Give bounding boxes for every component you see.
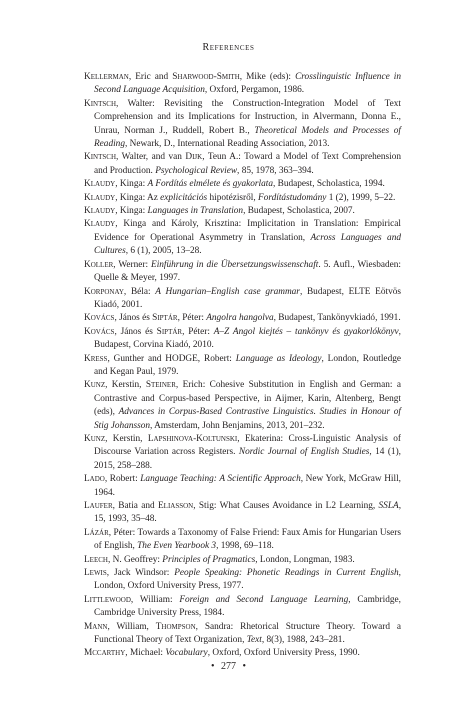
work-title: Nordic Journal of English Studies <box>238 447 370 458</box>
author-name: Steiner <box>145 380 176 391</box>
work-title: explicitációs <box>160 192 208 203</box>
work-title: A Fordítás elmélete és gyakorlata <box>147 179 273 190</box>
reference-entry <box>84 594 401 621</box>
work-title: Vocabulary <box>165 648 208 659</box>
citation-text: , Amsterdam, John Benjamins, 2013, 201–232. <box>150 420 325 431</box>
folio-bullet-right: • <box>242 661 247 672</box>
author-name: Laufer <box>84 501 113 511</box>
citation-text: hipotézisről, <box>207 192 259 203</box>
citation-text: , 85, 1978, 363–394. <box>237 165 314 176</box>
author-name: Littlewood <box>84 594 131 605</box>
citation-text: , Sandra: Rhetorical Structure Theory. Toward a Functional Theory of Text Organization, <box>94 621 401 646</box>
citation-text: , Walter, and van <box>116 152 186 163</box>
citation-text: , Budapest, Corvina Kiadó, 2010. <box>94 326 401 351</box>
citation-text: , Budapest, Scholastica, 2007. <box>243 206 355 217</box>
citation-text: , London, Oxford University Press, 1977. <box>94 568 401 592</box>
citation-text: , William: <box>130 594 180 605</box>
citation-text: , Cambridge, Cambridge University Press, 1984. <box>94 594 401 619</box>
citation-text: , Newark, D., International Reading Association, 2013. <box>124 139 330 150</box>
author-name: Kunz <box>84 433 106 444</box>
reference-entry <box>84 98 401 152</box>
citation-text: , William, <box>107 621 156 632</box>
reference-entry <box>84 259 401 286</box>
citation-text: , Péter: Towards a Taxonomy of False Friend: Faux Amis for Hungarian Users of English, <box>94 527 401 552</box>
citation-text: , Jack Windsor: <box>106 568 175 579</box>
citation-text: , Ekaterina: Cross-Linguistic Analysis of Discourse Variation across Registers. <box>94 433 401 458</box>
author-name: Lado <box>84 474 105 485</box>
citation-text: , Eric and <box>128 72 173 82</box>
author-name: Kintsch <box>84 98 116 109</box>
author-name: Kunz <box>84 380 106 391</box>
citation-text: , 14 (1), 2015, 258–288. <box>94 447 402 471</box>
citation-text: , Gunther and HODGE, Robert: <box>107 353 236 364</box>
citation-text: , Péter: <box>182 326 214 337</box>
citation-text: , N. Geoffrey: <box>107 554 163 565</box>
work-title: Language as Ideology <box>235 353 322 364</box>
reference-entry <box>84 312 401 325</box>
citation-text: , János és <box>114 313 153 324</box>
reference-entry <box>84 71 401 98</box>
work-title: Crosslinguistic Influence in Second Language Acquisition <box>94 72 401 96</box>
reference-entry <box>84 205 401 218</box>
work-title: Theoretical Models and Processes of Reading <box>94 125 401 150</box>
running-head: References <box>202 42 255 53</box>
page-number: 277 <box>221 661 236 672</box>
author-name: Klaudy <box>84 219 116 230</box>
author-name: Kintsch <box>84 152 116 163</box>
reference-entry <box>84 554 401 567</box>
work-title: Text <box>246 635 262 646</box>
work-title: Angolra hangolva <box>206 313 274 324</box>
reference-entry <box>84 473 401 500</box>
reference-list <box>84 71 401 661</box>
citation-text: , Robert: <box>104 474 141 485</box>
citation-text: , Stig: What Causes Avoidance in L2 Learning, <box>193 501 379 511</box>
author-name: Kovács <box>84 326 115 337</box>
author-name: Kellerman <box>84 72 129 82</box>
page-folio <box>0 661 457 672</box>
author-name: Siptár <box>152 313 178 324</box>
citation-text: 1 (2), 1999, 5–22. <box>326 192 396 203</box>
reference-entry <box>84 326 401 353</box>
citation-text: , Béla: <box>123 286 156 297</box>
citation-text: , New York, McGraw Hill, 1964. <box>94 474 402 498</box>
work-title: Foreign and Second Language Learning <box>179 594 349 605</box>
reference-entry <box>84 567 401 594</box>
reference-entry <box>84 500 401 527</box>
reference-entry <box>84 621 401 648</box>
citation-text: , 6 (1), 2005, 13–28. <box>125 246 202 257</box>
work-title: A–Z Angol kiejtés – tankönyv és gyakorlókönyv <box>213 326 399 337</box>
author-name: Eliasson <box>157 501 194 511</box>
author-name: Lázár <box>84 527 109 538</box>
work-title: SSLA <box>378 501 399 511</box>
citation-text: , Kerstin, <box>105 380 146 391</box>
citation-text: , London, Routledge and Kegan Paul, 1979. <box>94 353 401 377</box>
citation-text: , 15, 1993, 35–48. <box>94 501 402 525</box>
reference-entry <box>84 353 401 380</box>
work-title: Languages in Translation <box>147 206 244 217</box>
reference-entry <box>84 151 401 178</box>
author-name: Korponay <box>84 286 124 297</box>
author-name: Dijk <box>185 152 203 163</box>
citation-text: , Budapest, ELTE Eötvös Kiadó, 2001. <box>94 286 402 310</box>
citation-text: . 5. Aufl., Wiesbaden: Quelle & Meyer, 1997. <box>94 259 401 284</box>
citation-text: , 8(3), 1988, 243–281. <box>261 635 345 646</box>
reference-entry <box>84 379 401 433</box>
reference-entry <box>84 527 401 554</box>
citation-text: , Walter: Revisiting the Construction-Integration Model of Text Comprehension and its Implications for Instruction, in Alvermann, Donna E., Unrau, Norman J., Ruddell, Robert B., <box>94 98 401 136</box>
author-name: Leech <box>84 554 108 565</box>
work-title: Advances in Corpus-Based Contrastive Linguistics. Studies in Honour of Stig Johansson <box>94 407 401 431</box>
work-title: Psychological Review <box>155 165 238 176</box>
author-name: Kress <box>84 353 108 364</box>
author-name: Klaudy <box>84 179 116 190</box>
citation-text: , London, Longman, 1983. <box>255 554 355 565</box>
citation-text: , Erich: Cohesive Substitution in English and German: a Contrastive and Corpus-based Perspective, in Aijmer, Karin, Altenberg, Bengt (eds), <box>94 380 401 418</box>
citation-text: , János és <box>114 326 157 337</box>
work-title: Principles of Pragmatics <box>162 554 256 565</box>
reference-entry <box>84 218 401 258</box>
citation-text: , Batia and <box>112 501 158 511</box>
author-name: Lapshinova-Koltunski <box>147 433 238 444</box>
work-title: The Even Yearbook 3 <box>137 541 217 552</box>
author-name: Kovács <box>84 313 115 324</box>
work-title: Einführung in die Übersetzungswissenschaft <box>151 259 319 270</box>
author-name: Klaudy <box>84 192 116 203</box>
author-name: Lewis <box>84 568 107 579</box>
citation-text: , Kerstin, <box>105 433 148 444</box>
citation-text: , Budapest, Scholastica, 1994. <box>272 179 385 190</box>
work-title: Fordítástudomány <box>258 192 327 203</box>
author-name: Klaudy <box>84 206 116 217</box>
citation-text: , Kinga: <box>115 206 148 217</box>
citation-text: , 1998, 69–118. <box>216 541 274 552</box>
reference-entry <box>84 433 401 473</box>
author-name: Mann <box>84 621 108 632</box>
reference-entry <box>84 286 401 313</box>
work-title: Language Teaching: A Scientific Approach <box>140 474 301 485</box>
citation-text: , Kinga: Az <box>115 192 161 203</box>
reference-entry <box>84 178 401 191</box>
author-name: Thompson <box>155 621 196 632</box>
citation-text: , Teun A.: Toward a Model of Text Comprehension and Production. <box>94 152 401 176</box>
citation-text: , Kinga and Károly, Krisztina: Implicitation in Translation: Empirical Evidence for Operational Asymmetry in Translation, <box>94 219 401 243</box>
reference-entry <box>84 192 401 205</box>
citation-text: , Budapest, Tankönyvkiadó, 1991. <box>273 313 401 324</box>
citation-text: , Oxford, Pergamon, 1986. <box>204 85 305 96</box>
citation-text: , Michael: <box>125 648 166 659</box>
work-title: A Hungarian–English case grammar <box>155 286 300 297</box>
work-title: People Speaking: Phonetic Readings in Current English <box>174 568 399 579</box>
author-name: Koller <box>84 259 114 270</box>
citation-text: , Kinga: <box>115 179 148 190</box>
citation-text: , Mike (eds): <box>239 72 296 82</box>
folio-bullet-left: • <box>210 661 215 672</box>
citation-text: , Werner: <box>113 259 152 270</box>
author-name: Siptár <box>156 326 183 337</box>
author-name: Sharwood-Smith <box>172 72 240 82</box>
citation-text: , Péter: <box>177 313 207 324</box>
work-title: Across Languages and Cultures <box>94 232 401 257</box>
citation-text: , Oxford, Oxford University Press, 1990. <box>207 648 360 659</box>
author-name: Mccarthy <box>84 648 126 659</box>
reference-entry <box>84 647 401 660</box>
